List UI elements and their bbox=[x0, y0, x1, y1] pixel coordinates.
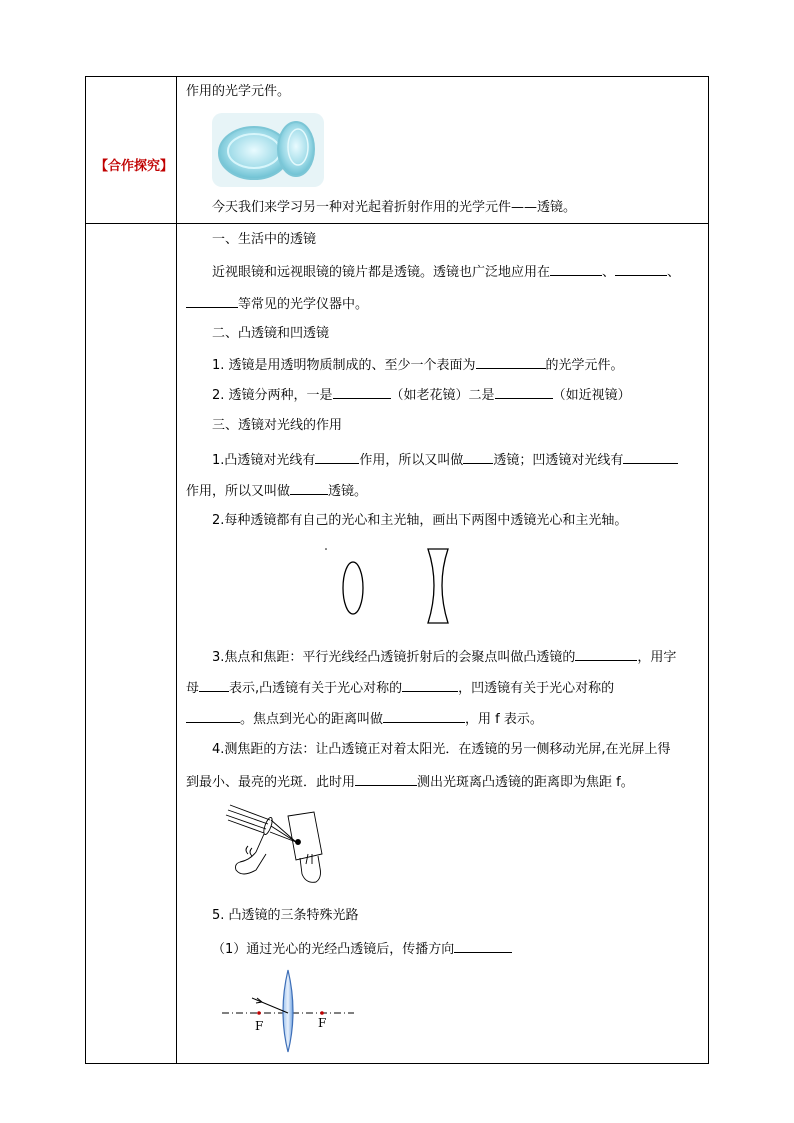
q3-text-f: 。焦点到光心的距离叫做 bbox=[240, 712, 384, 727]
convex-lens-icon bbox=[343, 562, 363, 614]
section-label: 【合作探究】 bbox=[95, 159, 174, 174]
row-divider bbox=[86, 223, 708, 224]
blank-7[interactable] bbox=[315, 451, 359, 464]
q4-line1: 4.测焦距的方法：让凸透镜正对着太阳光．在透镜的另一侧移动光屏,在光屏上得 bbox=[212, 742, 671, 757]
q4-line2 bbox=[186, 773, 634, 791]
q3-text-g: ，用 f 表示。 bbox=[465, 712, 543, 727]
s2-q1-text-b: 的光学元件。 bbox=[545, 358, 624, 373]
small-dot-icon bbox=[325, 548, 327, 550]
focus-label-right: F bbox=[318, 1016, 327, 1030]
blank-3[interactable] bbox=[186, 295, 238, 308]
s3-title: 三、透镜对光线的作用 bbox=[212, 418, 343, 433]
blank-5[interactable] bbox=[333, 386, 391, 399]
s1-line2 bbox=[186, 295, 368, 313]
row1-line1: 作用的光学元件。 bbox=[186, 84, 291, 99]
blank-11[interactable] bbox=[575, 648, 637, 661]
focus-dot-left bbox=[257, 1011, 261, 1015]
q1-text-b: 作用，所以又叫做 bbox=[359, 453, 464, 468]
lens-shapes-figure bbox=[320, 545, 470, 627]
q3-text-e: ，凹透镜有关于光心对称的 bbox=[458, 681, 615, 696]
blank-10[interactable] bbox=[290, 482, 328, 495]
row1-line2: 今天我们来学习另一种对光起着折射作用的光学元件——透镜。 bbox=[212, 200, 577, 215]
q4-text-b: 到最小、最亮的光斑．此时用 bbox=[186, 775, 356, 790]
q1-text-c: 透镜；凹透镜对光线有 bbox=[493, 453, 624, 468]
q5-1 bbox=[212, 940, 512, 958]
concave-lens-icon bbox=[428, 549, 448, 623]
blank-4[interactable] bbox=[476, 356, 546, 369]
q1-line1 bbox=[212, 451, 678, 469]
blank-14[interactable] bbox=[186, 710, 240, 723]
s2-q1 bbox=[212, 356, 624, 374]
q3-line2 bbox=[186, 679, 614, 697]
q2-text: 2.每种透镜都有自己的光心和主光轴，画出下两图中透镜光心和主光轴。 bbox=[212, 513, 628, 528]
q3-line1 bbox=[212, 648, 676, 666]
q1-text-e: 透镜。 bbox=[328, 484, 368, 499]
blank-8[interactable] bbox=[463, 451, 493, 464]
column-divider bbox=[176, 77, 177, 1063]
q3-text-a: 3.焦点和焦距：平行光线经凸透镜折射后的会聚点叫做凸透镜的 bbox=[212, 650, 576, 665]
focus-label-left: F bbox=[255, 1019, 264, 1033]
s1-line1: 近视眼镜和远视眼镜的镜片都是透镜。透镜也广泛地应用在 、 、 bbox=[212, 265, 681, 280]
blank-6[interactable] bbox=[495, 386, 553, 399]
convex-lens-ray-figure bbox=[222, 968, 362, 1056]
q5-title: 5. 凸透镜的三条特殊光路 bbox=[212, 908, 359, 923]
s1-line1-text: 近视眼镜和远视眼镜的镜片都是透镜。透镜也广泛地应用在 bbox=[212, 265, 551, 280]
blank-16[interactable] bbox=[355, 773, 417, 786]
blank-17[interactable] bbox=[454, 940, 512, 953]
q1-line2 bbox=[186, 482, 367, 500]
q3-text-b: ，用字 bbox=[637, 650, 677, 665]
s2-q2-text-c: （如近视镜） bbox=[552, 388, 631, 403]
blank-2[interactable] bbox=[615, 263, 667, 276]
s1-title: 一、生活中的透镜 bbox=[212, 232, 317, 247]
s2-q2-text-b: （如老花镜）二是 bbox=[390, 388, 495, 403]
optical-element-photo bbox=[212, 113, 324, 187]
s2-q2 bbox=[212, 386, 631, 404]
q5-1-text: （1）通过光心的光经凸透镜后，传播方向 bbox=[212, 942, 455, 957]
blank-15[interactable] bbox=[383, 710, 465, 723]
q1-text-a: 1.凸透镜对光线有 bbox=[212, 453, 316, 468]
focal-length-measurement-figure bbox=[226, 804, 336, 894]
s2-title: 二、凸透镜和凹透镜 bbox=[212, 326, 330, 341]
s2-q2-text-a: 2. 透镜分两种，一是 bbox=[212, 388, 333, 403]
blank-12[interactable] bbox=[199, 679, 229, 692]
blank-13[interactable] bbox=[402, 679, 458, 692]
blank-1[interactable] bbox=[550, 263, 602, 276]
q1-text-d: 作用，所以又叫做 bbox=[186, 484, 291, 499]
q3-line3 bbox=[186, 710, 543, 728]
q3-text-d: 表示,凸透镜有关于光心对称的 bbox=[229, 681, 403, 696]
blank-9[interactable] bbox=[623, 451, 678, 464]
s1-line2-text: 等常见的光学仪器中。 bbox=[238, 297, 369, 312]
q3-text-c: 母 bbox=[186, 681, 200, 696]
q4-text-c: 测出光斑离凸透镜的距离即为焦距 f。 bbox=[417, 775, 634, 790]
s2-q1-text-a: 1. 透镜是用透明物质制成的、至少一个表面为 bbox=[212, 358, 476, 373]
